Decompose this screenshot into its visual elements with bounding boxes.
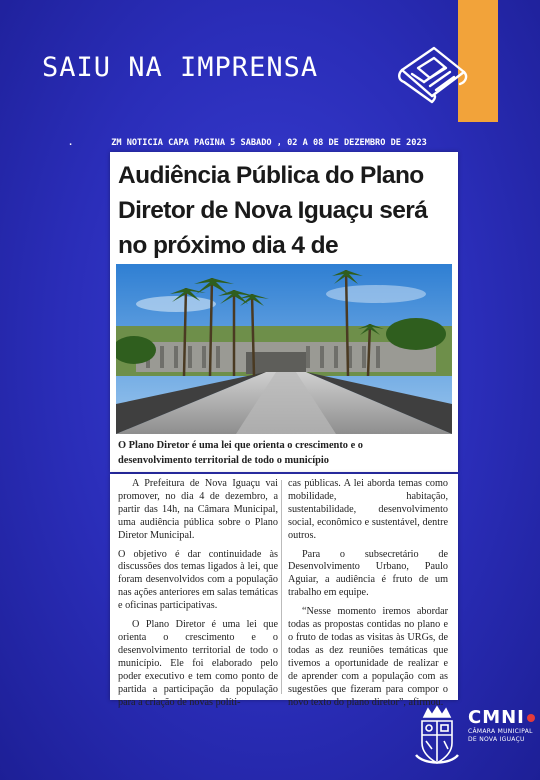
meta-dot: . — [68, 138, 74, 148]
article-paragraph: A Prefeitura de Nova Iguaçu vai promover, no dia 4 de dezembro, a partir das 14h, na Câmara Municipal, uma audiência pública sobre o Plano Diretor Municipal. — [118, 478, 278, 541]
article-paragraph: O objetivo é dar continuidade às discussões dos temas ligados à lei, que foram desenvolvidos com a população nas ações anteriores em salas temáticas e oficinas participativas. — [118, 548, 278, 612]
newspaper-icon — [394, 40, 472, 106]
headline-line: Audiência Pública do Plano — [118, 162, 424, 189]
cmni-logo — [468, 708, 540, 744]
newspaper-clipping-body — [110, 474, 458, 708]
cmni-subtitle-line: DE NOVA IGUAÇU — [468, 736, 525, 743]
article-paragraph: Para o subsecretário de Desenvolvimento Urbano, Paulo Aguiar, a audiência é fruto de um trabalho em equipe. — [288, 548, 448, 599]
cmni-title: CMNI — [468, 707, 525, 728]
article-paragraph: O Plano Diretor é uma lei que orienta o crescimento e o desenvolvimento territorial de todo o município. Ele foi elaborado pelo poder executivo e tem como ponto de partida a participação da população para a criação de novas políti- — [118, 619, 278, 708]
cmni-subtitle-line: CÂMARA MUNICIPAL — [468, 728, 533, 735]
article-paragraph: cas públicas. A lei aborda temas como mobilidade, habitação, sustentabilidade, desenvolvimento social, econômico e sustentável, dentre outros. — [288, 478, 448, 541]
meta-text: ZM NOTICIA CAPA PÁGINA 5 SÁBADO , 02 A 08 DE DEZEMBRO DE 2023 — [111, 138, 427, 148]
caption-line: O Plano Diretor é uma lei que orienta o crescimento e o — [118, 440, 363, 451]
article-photo — [116, 264, 452, 434]
photo-caption — [118, 438, 454, 468]
municipal-crest-icon — [414, 705, 460, 767]
cmni-red-mark — [527, 714, 535, 722]
page-header-title: SAIU NA IMPRENSA — [42, 52, 319, 83]
article-paragraph: “Nesse momento iremos abordar todas as propostas contidas no plano e o fruto de todas as visitas às URGs, de todas as dez reuniões temáticas que tivemos a oportunidade de realizar e de aprender com a população com as sugestões que fizeram para compor o novo texto do plano diretor”, afirmou. — [288, 606, 448, 708]
headline-line: no próximo dia 4 de — [118, 232, 339, 259]
publication-info — [68, 138, 540, 148]
column-divider — [281, 480, 282, 694]
newspaper-clipping-top — [110, 152, 458, 472]
headline-line: Diretor de Nova Iguaçu será — [118, 197, 428, 224]
caption-line: desenvolvimento territorial de todo o município — [118, 455, 329, 466]
article-column-right — [288, 478, 448, 715]
article-column-left — [118, 478, 278, 715]
